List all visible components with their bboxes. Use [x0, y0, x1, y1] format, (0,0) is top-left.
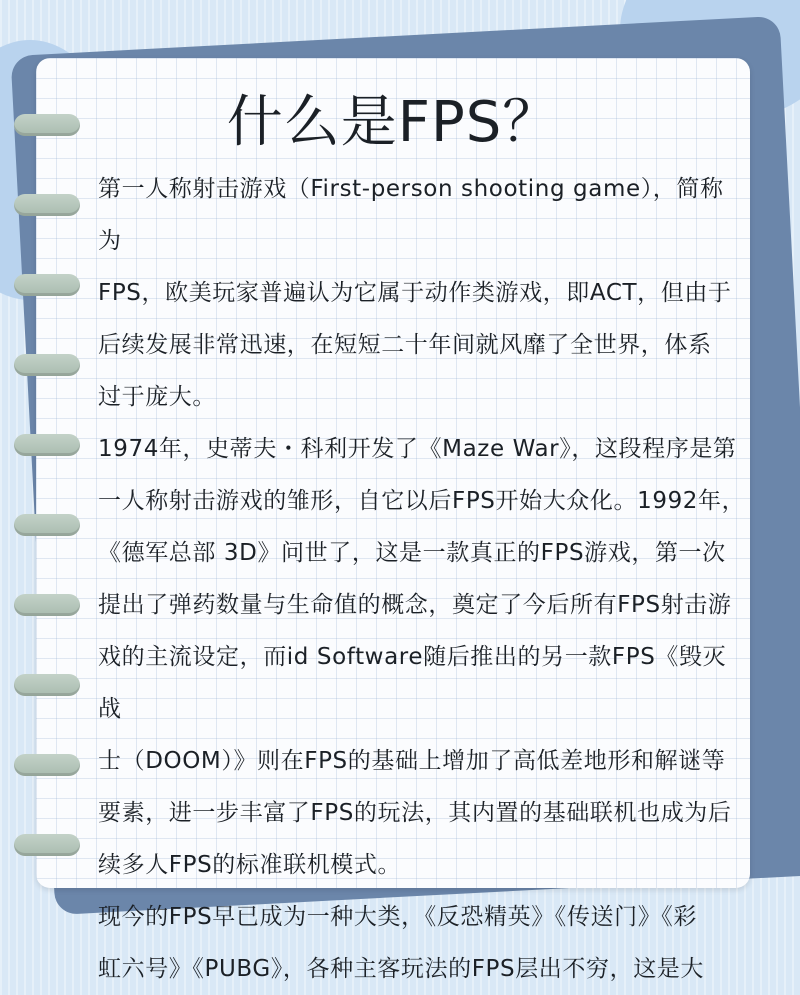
binding-ring [14, 434, 80, 456]
text-line: 一人称射击游戏的雏形，自它以后FPS开始大众化。1992年， [98, 488, 746, 514]
binding-ring [14, 194, 80, 216]
article-body [98, 163, 746, 995]
text-line: 士（DOOM）》则在FPS的基础上增加了高低差地形和解谜等 [98, 748, 726, 774]
text-line: 续多人FPS的标准联机模式。 [98, 852, 402, 878]
text-line: 要素，进一步丰富了FPS的玩法，其内置的基础联机也成为后 [98, 800, 732, 826]
binding-ring [14, 274, 80, 296]
text-line: 过于庞大。 [98, 384, 216, 410]
text-line: FPS，欧美玩家普遍认为它属于动作类游戏，即ACT，但由于 [98, 280, 732, 306]
text-line: 戏的主流设定，而id Software随后推出的另一款FPS《毁灭战 [98, 644, 727, 722]
text-line: 《德军总部 3D》问世了，这是一款真正的FPS游戏，第一次 [98, 540, 726, 566]
text-line: 后续发展非常迅速，在短短二十年间就风靡了全世界，体系 [98, 332, 712, 358]
page-title: 什么是FPS？ [226, 90, 560, 155]
binding-ring [14, 514, 80, 536]
text-line: 第一人称射击游戏（First-person shooting game），简称为 [98, 176, 724, 254]
binding-ring [14, 754, 80, 776]
text-line: 提出了弹药数量与生命值的概念，奠定了今后所有FPS射击游 [98, 592, 732, 618]
binding-ring [14, 354, 80, 376]
text-line: 1974年，史蒂夫・科利开发了《Maze War》，这段程序是第 [98, 436, 737, 462]
text-line: 虹六号》《PUBG》，各种主客玩法的FPS层出不穷，这是大 [98, 956, 704, 982]
text-line: 现今的FPS早已成为一种大类，《反恐精英》《传送门》《彩 [98, 904, 697, 930]
binding-ring [14, 594, 80, 616]
binding-ring [14, 674, 80, 696]
